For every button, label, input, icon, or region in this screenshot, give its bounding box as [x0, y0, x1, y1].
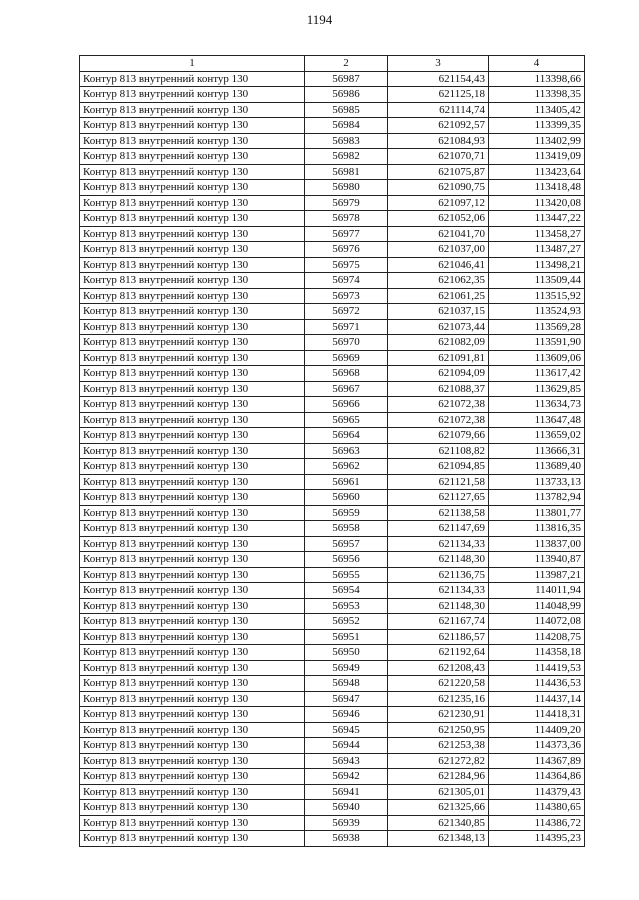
contour-name-cell: Контур 813 внутренний контур 130: [80, 397, 305, 413]
x-coordinate-cell: 621082,09: [388, 335, 489, 351]
table-row: [80, 366, 585, 382]
point-number-cell: 56953: [305, 598, 388, 614]
point-number-cell: 56955: [305, 567, 388, 583]
y-coordinate-cell: 113509,44: [489, 273, 585, 289]
contour-name-cell: Контур 813 внутренний контур 130: [80, 71, 305, 87]
x-coordinate-cell: 621037,00: [388, 242, 489, 258]
table-row: [80, 226, 585, 242]
x-coordinate-cell: 621192,64: [388, 645, 489, 661]
y-coordinate-cell: 113458,27: [489, 226, 585, 242]
point-number-cell: 56960: [305, 490, 388, 506]
x-coordinate-cell: 621186,57: [388, 629, 489, 645]
point-number-cell: 56983: [305, 133, 388, 149]
y-coordinate-cell: 113629,85: [489, 381, 585, 397]
contour-name-cell: Контур 813 внутренний контур 130: [80, 707, 305, 723]
table-row: [80, 521, 585, 537]
table-row: [80, 87, 585, 103]
x-coordinate-cell: 621220,58: [388, 676, 489, 692]
x-coordinate-cell: 621075,87: [388, 164, 489, 180]
x-coordinate-cell: 621037,15: [388, 304, 489, 320]
point-number-cell: 56941: [305, 784, 388, 800]
y-coordinate-cell: 113837,00: [489, 536, 585, 552]
point-number-cell: 56946: [305, 707, 388, 723]
x-coordinate-cell: 621253,38: [388, 738, 489, 754]
y-coordinate-cell: 113420,08: [489, 195, 585, 211]
table-row: [80, 800, 585, 816]
contour-name-cell: Контур 813 внутренний контур 130: [80, 660, 305, 676]
x-coordinate-cell: 621272,82: [388, 753, 489, 769]
point-number-cell: 56956: [305, 552, 388, 568]
y-coordinate-cell: 113689,40: [489, 459, 585, 475]
table-row: [80, 505, 585, 521]
y-coordinate-cell: 114437,14: [489, 691, 585, 707]
contour-name-cell: Контур 813 внутренний контур 130: [80, 753, 305, 769]
contour-name-cell: Контур 813 внутренний контур 130: [80, 257, 305, 273]
x-coordinate-cell: 621340,85: [388, 815, 489, 831]
x-coordinate-cell: 621148,30: [388, 598, 489, 614]
contour-name-cell: Контур 813 внутренний контур 130: [80, 474, 305, 490]
contour-name-cell: Контур 813 внутренний контур 130: [80, 319, 305, 335]
point-number-cell: 56967: [305, 381, 388, 397]
point-number-cell: 56982: [305, 149, 388, 165]
x-coordinate-cell: 621136,75: [388, 567, 489, 583]
table-row: [80, 536, 585, 552]
point-number-cell: 56979: [305, 195, 388, 211]
x-coordinate-cell: 621088,37: [388, 381, 489, 397]
table-row: [80, 288, 585, 304]
point-number-cell: 56948: [305, 676, 388, 692]
x-coordinate-cell: 621108,82: [388, 443, 489, 459]
table-row: [80, 335, 585, 351]
x-coordinate-cell: 621041,70: [388, 226, 489, 242]
contour-name-cell: Контур 813 внутренний контур 130: [80, 288, 305, 304]
contour-name-cell: Контур 813 внутренний контур 130: [80, 428, 305, 444]
page-number: 1194: [306, 12, 333, 27]
point-number-cell: 56980: [305, 180, 388, 196]
point-number-cell: 56952: [305, 614, 388, 630]
table-row: [80, 691, 585, 707]
table-row: [80, 784, 585, 800]
table-row: [80, 412, 585, 428]
contour-name-cell: Контур 813 внутренний контур 130: [80, 614, 305, 630]
contour-name-cell: Контур 813 внутренний контур 130: [80, 521, 305, 537]
point-number-cell: 56985: [305, 102, 388, 118]
table-row: [80, 304, 585, 320]
table-row: [80, 490, 585, 506]
point-number-cell: 56968: [305, 366, 388, 382]
x-coordinate-cell: 621230,91: [388, 707, 489, 723]
contour-name-cell: Контур 813 внутренний контур 130: [80, 273, 305, 289]
contour-name-cell: Контур 813 внутренний контур 130: [80, 87, 305, 103]
table-row: [80, 149, 585, 165]
y-coordinate-cell: 114373,36: [489, 738, 585, 754]
y-coordinate-cell: 113733,13: [489, 474, 585, 490]
point-number-cell: 56942: [305, 769, 388, 785]
y-coordinate-cell: 113634,73: [489, 397, 585, 413]
y-coordinate-cell: 113569,28: [489, 319, 585, 335]
y-coordinate-cell: 114395,23: [489, 831, 585, 847]
x-coordinate-cell: 621348,13: [388, 831, 489, 847]
x-coordinate-cell: 621061,25: [388, 288, 489, 304]
table-body: [80, 71, 585, 846]
point-number-cell: 56986: [305, 87, 388, 103]
contour-name-cell: Контур 813 внутренний контур 130: [80, 583, 305, 599]
contour-name-cell: Контур 813 внутренний контур 130: [80, 552, 305, 568]
x-coordinate-cell: 621235,16: [388, 691, 489, 707]
y-coordinate-cell: 113987,21: [489, 567, 585, 583]
y-coordinate-cell: 113498,21: [489, 257, 585, 273]
contour-name-cell: Контур 813 внутренний контур 130: [80, 769, 305, 785]
contour-name-cell: Контур 813 внутренний контур 130: [80, 505, 305, 521]
x-coordinate-cell: 621070,71: [388, 149, 489, 165]
table-row: [80, 614, 585, 630]
y-coordinate-cell: 113659,02: [489, 428, 585, 444]
y-coordinate-cell: 113398,66: [489, 71, 585, 87]
point-number-cell: 56964: [305, 428, 388, 444]
point-number-cell: 56975: [305, 257, 388, 273]
contour-name-cell: Контур 813 внутренний контур 130: [80, 180, 305, 196]
table-row: [80, 242, 585, 258]
x-coordinate-cell: 621052,06: [388, 211, 489, 227]
x-coordinate-cell: 621072,38: [388, 397, 489, 413]
table-row: [80, 180, 585, 196]
y-coordinate-cell: 113399,35: [489, 118, 585, 134]
x-coordinate-cell: 621073,44: [388, 319, 489, 335]
point-number-cell: 56970: [305, 335, 388, 351]
y-coordinate-cell: 114380,65: [489, 800, 585, 816]
table-row: [80, 769, 585, 785]
y-coordinate-cell: 114386,72: [489, 815, 585, 831]
y-coordinate-cell: 113487,27: [489, 242, 585, 258]
contour-name-cell: Контур 813 внутренний контур 130: [80, 691, 305, 707]
point-number-cell: 56972: [305, 304, 388, 320]
point-number-cell: 56944: [305, 738, 388, 754]
x-coordinate-cell: 621138,58: [388, 505, 489, 521]
point-number-cell: 56945: [305, 722, 388, 738]
x-coordinate-cell: 621284,96: [388, 769, 489, 785]
x-coordinate-cell: 621072,38: [388, 412, 489, 428]
point-number-cell: 56943: [305, 753, 388, 769]
point-number-cell: 56984: [305, 118, 388, 134]
header-col-3: 3: [388, 56, 489, 72]
contour-name-cell: Контур 813 внутренний контур 130: [80, 676, 305, 692]
x-coordinate-cell: 621127,65: [388, 490, 489, 506]
y-coordinate-cell: 113423,64: [489, 164, 585, 180]
y-coordinate-cell: 113524,93: [489, 304, 585, 320]
y-coordinate-cell: 113591,90: [489, 335, 585, 351]
table-row: [80, 443, 585, 459]
point-number-cell: 56981: [305, 164, 388, 180]
x-coordinate-cell: 621134,33: [388, 583, 489, 599]
table-row: [80, 707, 585, 723]
header-row: [80, 56, 585, 72]
y-coordinate-cell: 114364,86: [489, 769, 585, 785]
y-coordinate-cell: 113402,99: [489, 133, 585, 149]
header-col-2: 2: [305, 56, 388, 72]
table-row: [80, 676, 585, 692]
point-number-cell: 56976: [305, 242, 388, 258]
contour-name-cell: Контур 813 внутренний контур 130: [80, 536, 305, 552]
contour-name-cell: Контур 813 внутренний контур 130: [80, 211, 305, 227]
table-row: [80, 428, 585, 444]
point-number-cell: 56957: [305, 536, 388, 552]
y-coordinate-cell: 113816,35: [489, 521, 585, 537]
contour-name-cell: Контур 813 внутренний контур 130: [80, 443, 305, 459]
point-number-cell: 56978: [305, 211, 388, 227]
contour-name-cell: Контур 813 внутренний контур 130: [80, 335, 305, 351]
table-row: [80, 164, 585, 180]
table-row: [80, 350, 585, 366]
contour-name-cell: Контур 813 внутренний контур 130: [80, 784, 305, 800]
point-number-cell: 56959: [305, 505, 388, 521]
table-row: [80, 645, 585, 661]
point-number-cell: 56947: [305, 691, 388, 707]
table-row: [80, 660, 585, 676]
point-number-cell: 56951: [305, 629, 388, 645]
point-number-cell: 56966: [305, 397, 388, 413]
table-row: [80, 738, 585, 754]
x-coordinate-cell: 621094,09: [388, 366, 489, 382]
x-coordinate-cell: 621062,35: [388, 273, 489, 289]
point-number-cell: 56949: [305, 660, 388, 676]
table-row: [80, 133, 585, 149]
contour-name-cell: Контур 813 внутренний контур 130: [80, 118, 305, 134]
contour-name-cell: Контур 813 внутренний контур 130: [80, 381, 305, 397]
table-row: [80, 195, 585, 211]
table-row: [80, 567, 585, 583]
table-row: [80, 118, 585, 134]
x-coordinate-cell: 621134,33: [388, 536, 489, 552]
y-coordinate-cell: 113418,48: [489, 180, 585, 196]
point-number-cell: 56987: [305, 71, 388, 87]
y-coordinate-cell: 113782,94: [489, 490, 585, 506]
y-coordinate-cell: 113398,35: [489, 87, 585, 103]
y-coordinate-cell: 114011,94: [489, 583, 585, 599]
x-coordinate-cell: 621250,95: [388, 722, 489, 738]
point-number-cell: 56962: [305, 459, 388, 475]
contour-name-cell: Контур 813 внутренний контур 130: [80, 738, 305, 754]
table-row: [80, 381, 585, 397]
table-row: [80, 211, 585, 227]
y-coordinate-cell: 113801,77: [489, 505, 585, 521]
y-coordinate-cell: 114358,18: [489, 645, 585, 661]
point-number-cell: 56965: [305, 412, 388, 428]
y-coordinate-cell: 113609,06: [489, 350, 585, 366]
table-row: [80, 598, 585, 614]
x-coordinate-cell: 621046,41: [388, 257, 489, 273]
y-coordinate-cell: 114048,99: [489, 598, 585, 614]
x-coordinate-cell: 621114,74: [388, 102, 489, 118]
contour-name-cell: Контур 813 внутренний контур 130: [80, 226, 305, 242]
y-coordinate-cell: 114409,20: [489, 722, 585, 738]
x-coordinate-cell: 621091,81: [388, 350, 489, 366]
table-row: [80, 71, 585, 87]
y-coordinate-cell: 114072,08: [489, 614, 585, 630]
y-coordinate-cell: 113940,87: [489, 552, 585, 568]
point-number-cell: 56961: [305, 474, 388, 490]
point-number-cell: 56954: [305, 583, 388, 599]
point-number-cell: 56977: [305, 226, 388, 242]
table-row: [80, 459, 585, 475]
coordinates-table: [79, 55, 585, 847]
x-coordinate-cell: 621090,75: [388, 180, 489, 196]
x-coordinate-cell: 621084,93: [388, 133, 489, 149]
point-number-cell: 56973: [305, 288, 388, 304]
y-coordinate-cell: 113515,92: [489, 288, 585, 304]
contour-name-cell: Контур 813 внутренний контур 130: [80, 459, 305, 475]
contour-name-cell: Контур 813 внутренний контур 130: [80, 598, 305, 614]
table-row: [80, 257, 585, 273]
contour-name-cell: Контур 813 внутренний контур 130: [80, 366, 305, 382]
y-coordinate-cell: 114436,53: [489, 676, 585, 692]
table-row: [80, 397, 585, 413]
table-header: [80, 56, 585, 72]
contour-name-cell: Контур 813 внутренний контур 130: [80, 133, 305, 149]
contour-name-cell: Контур 813 внутренний контур 130: [80, 242, 305, 258]
x-coordinate-cell: 621167,74: [388, 614, 489, 630]
table-row: [80, 273, 585, 289]
x-coordinate-cell: 621097,12: [388, 195, 489, 211]
x-coordinate-cell: 621208,43: [388, 660, 489, 676]
table-row: [80, 753, 585, 769]
table-row: [80, 102, 585, 118]
table-row: [80, 722, 585, 738]
point-number-cell: 56958: [305, 521, 388, 537]
contour-name-cell: Контур 813 внутренний контур 130: [80, 831, 305, 847]
x-coordinate-cell: 621094,85: [388, 459, 489, 475]
y-coordinate-cell: 113405,42: [489, 102, 585, 118]
header-col-1: 1: [80, 56, 305, 72]
point-number-cell: 56939: [305, 815, 388, 831]
table-row: [80, 319, 585, 335]
contour-name-cell: Контур 813 внутренний контур 130: [80, 149, 305, 165]
x-coordinate-cell: 621121,58: [388, 474, 489, 490]
y-coordinate-cell: 114418,31: [489, 707, 585, 723]
contour-name-cell: Контур 813 внутренний контур 130: [80, 645, 305, 661]
point-number-cell: 56971: [305, 319, 388, 335]
point-number-cell: 56938: [305, 831, 388, 847]
x-coordinate-cell: 621305,01: [388, 784, 489, 800]
point-number-cell: 56950: [305, 645, 388, 661]
contour-name-cell: Контур 813 внутренний контур 130: [80, 567, 305, 583]
table-row: [80, 474, 585, 490]
x-coordinate-cell: 621154,43: [388, 71, 489, 87]
x-coordinate-cell: 621147,69: [388, 521, 489, 537]
point-number-cell: 56969: [305, 350, 388, 366]
contour-name-cell: Контур 813 внутренний контур 130: [80, 800, 305, 816]
table-row: [80, 831, 585, 847]
contour-name-cell: Контур 813 внутренний контур 130: [80, 102, 305, 118]
y-coordinate-cell: 113617,42: [489, 366, 585, 382]
point-number-cell: 56940: [305, 800, 388, 816]
contour-name-cell: Контур 813 внутренний контур 130: [80, 350, 305, 366]
y-coordinate-cell: 113419,09: [489, 149, 585, 165]
table-row: [80, 583, 585, 599]
y-coordinate-cell: 113666,31: [489, 443, 585, 459]
contour-name-cell: Контур 813 внутренний контур 130: [80, 304, 305, 320]
contour-name-cell: Контур 813 внутренний контур 130: [80, 722, 305, 738]
point-number-cell: 56974: [305, 273, 388, 289]
contour-name-cell: Контур 813 внутренний контур 130: [80, 164, 305, 180]
contour-name-cell: Контур 813 внутренний контур 130: [80, 629, 305, 645]
x-coordinate-cell: 621325,66: [388, 800, 489, 816]
table-row: [80, 815, 585, 831]
x-coordinate-cell: 621148,30: [388, 552, 489, 568]
contour-name-cell: Контур 813 внутренний контур 130: [80, 490, 305, 506]
y-coordinate-cell: 113647,48: [489, 412, 585, 428]
x-coordinate-cell: 621092,57: [388, 118, 489, 134]
point-number-cell: 56963: [305, 443, 388, 459]
contour-name-cell: Контур 813 внутренний контур 130: [80, 815, 305, 831]
y-coordinate-cell: 114419,53: [489, 660, 585, 676]
y-coordinate-cell: 113447,22: [489, 211, 585, 227]
x-coordinate-cell: 621125,18: [388, 87, 489, 103]
y-coordinate-cell: 114367,89: [489, 753, 585, 769]
y-coordinate-cell: 114208,75: [489, 629, 585, 645]
table-row: [80, 552, 585, 568]
contour-name-cell: Контур 813 внутренний контур 130: [80, 195, 305, 211]
y-coordinate-cell: 114379,43: [489, 784, 585, 800]
x-coordinate-cell: 621079,66: [388, 428, 489, 444]
header-col-4: 4: [489, 56, 585, 72]
table-row: [80, 629, 585, 645]
contour-name-cell: Контур 813 внутренний контур 130: [80, 412, 305, 428]
